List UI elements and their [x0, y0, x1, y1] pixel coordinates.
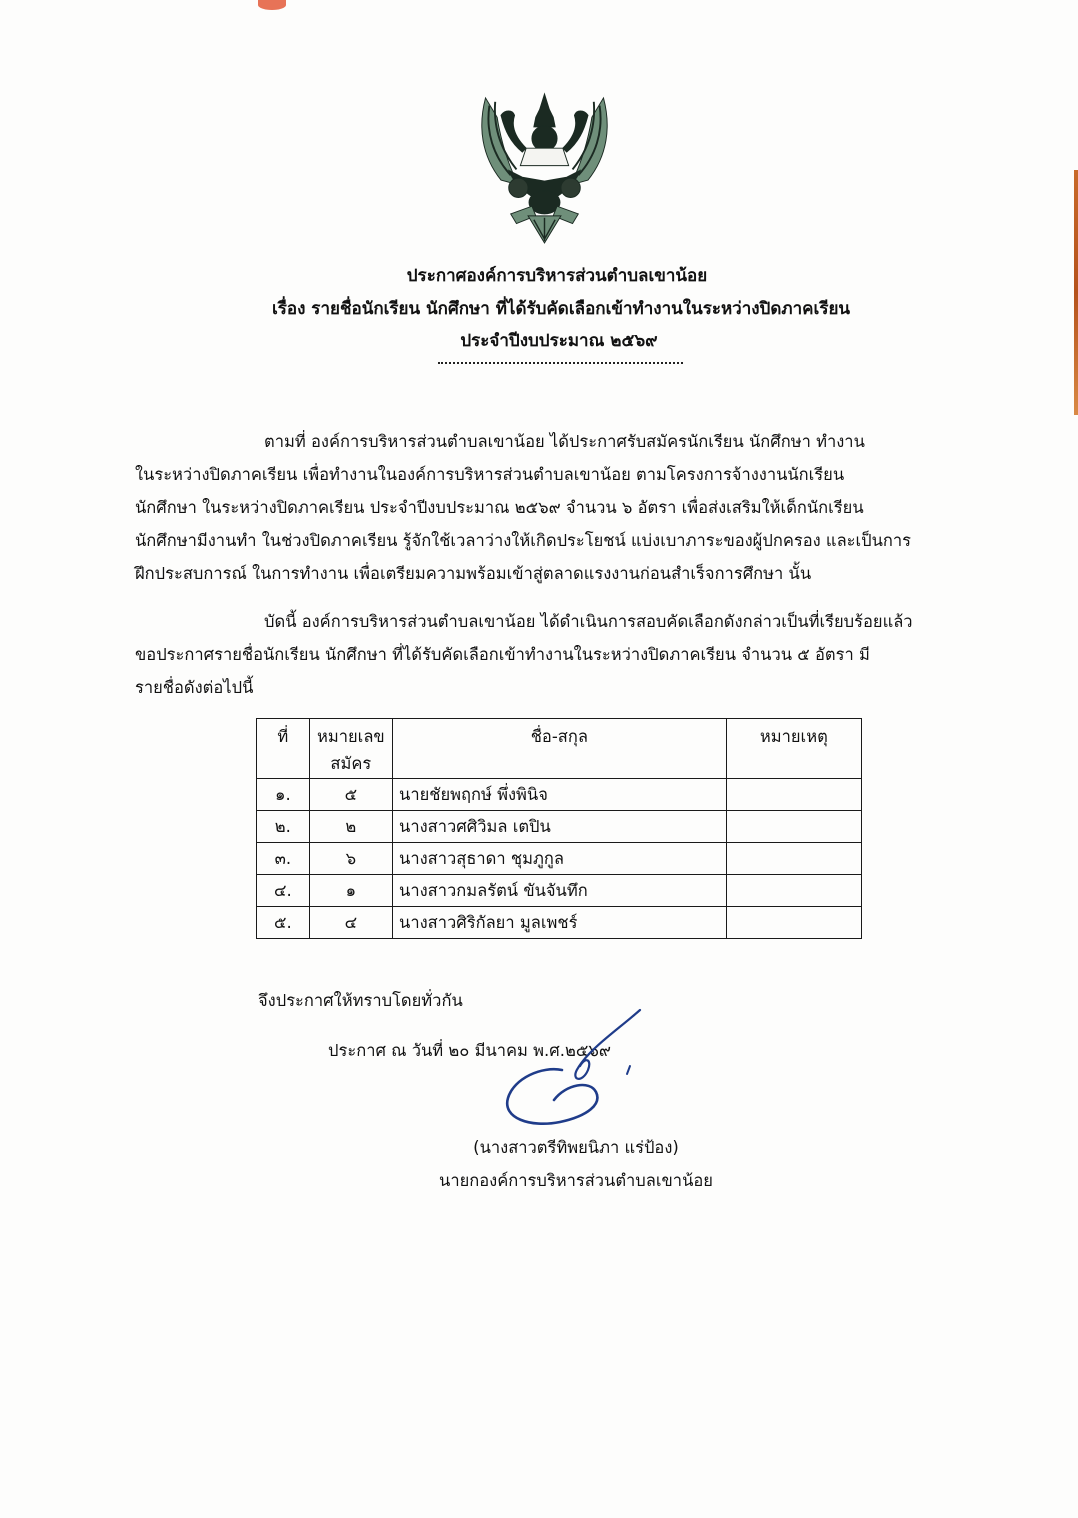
table-row: [257, 843, 862, 875]
cell-name: นายชัยพฤกษ์ พึ่งพินิจ: [393, 779, 727, 811]
cell-application-no: ๖: [309, 843, 392, 875]
cell-remark: [726, 779, 861, 811]
cell-name: นางสาวศิริกัลยา มูลเพชร์: [393, 907, 727, 939]
cell-application-no: ๒: [309, 811, 392, 843]
paragraph-line: ตามที่ องค์การบริหารส่วนตำบลเขาน้อย ได้ประกาศรับสมัครนักเรียน นักศึกษา ทำงาน: [264, 432, 865, 451]
cell-no: ๔.: [257, 875, 310, 907]
announcement-title: ประกาศองค์การบริหารส่วนตำบลเขาน้อย: [406, 266, 708, 286]
closing-statement: จึงประกาศให้ทราบโดยทั่วกัน: [258, 991, 463, 1010]
garuda-emblem-icon: [472, 88, 617, 248]
selected-students-table: [256, 718, 862, 939]
header-application-no-line1: หมายเลข: [317, 727, 385, 746]
signature-icon: [470, 1008, 700, 1138]
paragraph-line: รายชื่อดังต่อไปนี้: [135, 678, 254, 697]
table-row: [257, 875, 862, 907]
cell-no: ๓.: [257, 843, 310, 875]
cell-remark: [726, 875, 861, 907]
table-row: [257, 779, 862, 811]
edge-stain-top: [258, 0, 286, 10]
cell-remark: [726, 843, 861, 875]
cell-no: ๕.: [257, 907, 310, 939]
paragraph-line: ขอประกาศรายชื่อนักเรียน นักศึกษา ที่ได้รับคัดเลือกเข้าทำงานในระหว่างปิดภาคเรียน จำนวน ๕ อัตรา มี: [135, 645, 870, 664]
cell-name: นางสาวศศิวิมล เตปิน: [393, 811, 727, 843]
paragraph-line: นักศึกษา ในระหว่างปิดภาคเรียน ประจำปีงบประมาณ ๒๕๖๙ จำนวน ๖ อัตรา เพื่อส่งเสริมให้เด็กนักเรียน: [135, 498, 864, 517]
announcement-fiscal-year: ประจำปีงบประมาณ ๒๕๖๙: [460, 331, 658, 351]
cell-remark: [726, 907, 861, 939]
paragraph-line: ฝึกประสบการณ์ ในการทำงาน เพื่อเตรียมความพร้อมเข้าสู่ตลาดแรงงานก่อนสำเร็จการศึกษา นั้น: [135, 564, 812, 583]
cell-no: ๑.: [257, 779, 310, 811]
table-row: [257, 811, 862, 843]
cell-application-no: ๔: [309, 907, 392, 939]
title-divider: [438, 362, 683, 364]
header-no: ที่: [257, 719, 310, 779]
header-name: ชื่อ-สกุล: [393, 719, 727, 779]
announcement-subject: เรื่อง รายชื่อนักเรียน นักศึกษา ที่ได้รับคัดเลือกเข้าทำงานในระหว่างปิดภาคเรียน: [271, 299, 851, 319]
signer-name: (นางสาวตรีทิพยนิภา แร่ป้อง): [473, 1138, 679, 1157]
cell-remark: [726, 811, 861, 843]
edge-binding-strip: [1074, 170, 1078, 415]
table-row: [257, 907, 862, 939]
cell-application-no: ๕: [309, 779, 392, 811]
header-remark: หมายเหตุ: [726, 719, 861, 779]
cell-name: นางสาวสุธาดา ชุมภูกูล: [393, 843, 727, 875]
announcement-date: ประกาศ ณ วันที่ ๒๐ มีนาคม พ.ศ.๒๕๖๙: [328, 1041, 611, 1060]
cell-no: ๒.: [257, 811, 310, 843]
header-application-no: [309, 719, 392, 779]
paragraph-line: นักศึกษามีงานทำ ในช่วงปิดภาคเรียน รู้จักใช้เวลาว่างให้เกิดประโยชน์ แบ่งเบาภาระของผู้ปกครอง และเป็นการ: [135, 531, 912, 550]
header-application-no-line2: สมัคร: [330, 754, 372, 773]
paragraph-line: ในระหว่างปิดภาคเรียน เพื่อทำงานในองค์การบริหารส่วนตำบลเขาน้อย ตามโครงการจ้างงานนักเรียน: [135, 465, 845, 484]
cell-application-no: ๑: [309, 875, 392, 907]
cell-name: นางสาวกมลรัตน์ ขันจันทึก: [393, 875, 727, 907]
table-header-row: [257, 719, 862, 779]
signer-title: นายกองค์การบริหารส่วนตำบลเขาน้อย: [439, 1171, 713, 1190]
paragraph-line: บัดนี้ องค์การบริหารส่วนตำบลเขาน้อย ได้ดำเนินการสอบคัดเลือกดังกล่าวเป็นที่เรียบร้อยแล้ว: [264, 612, 913, 631]
